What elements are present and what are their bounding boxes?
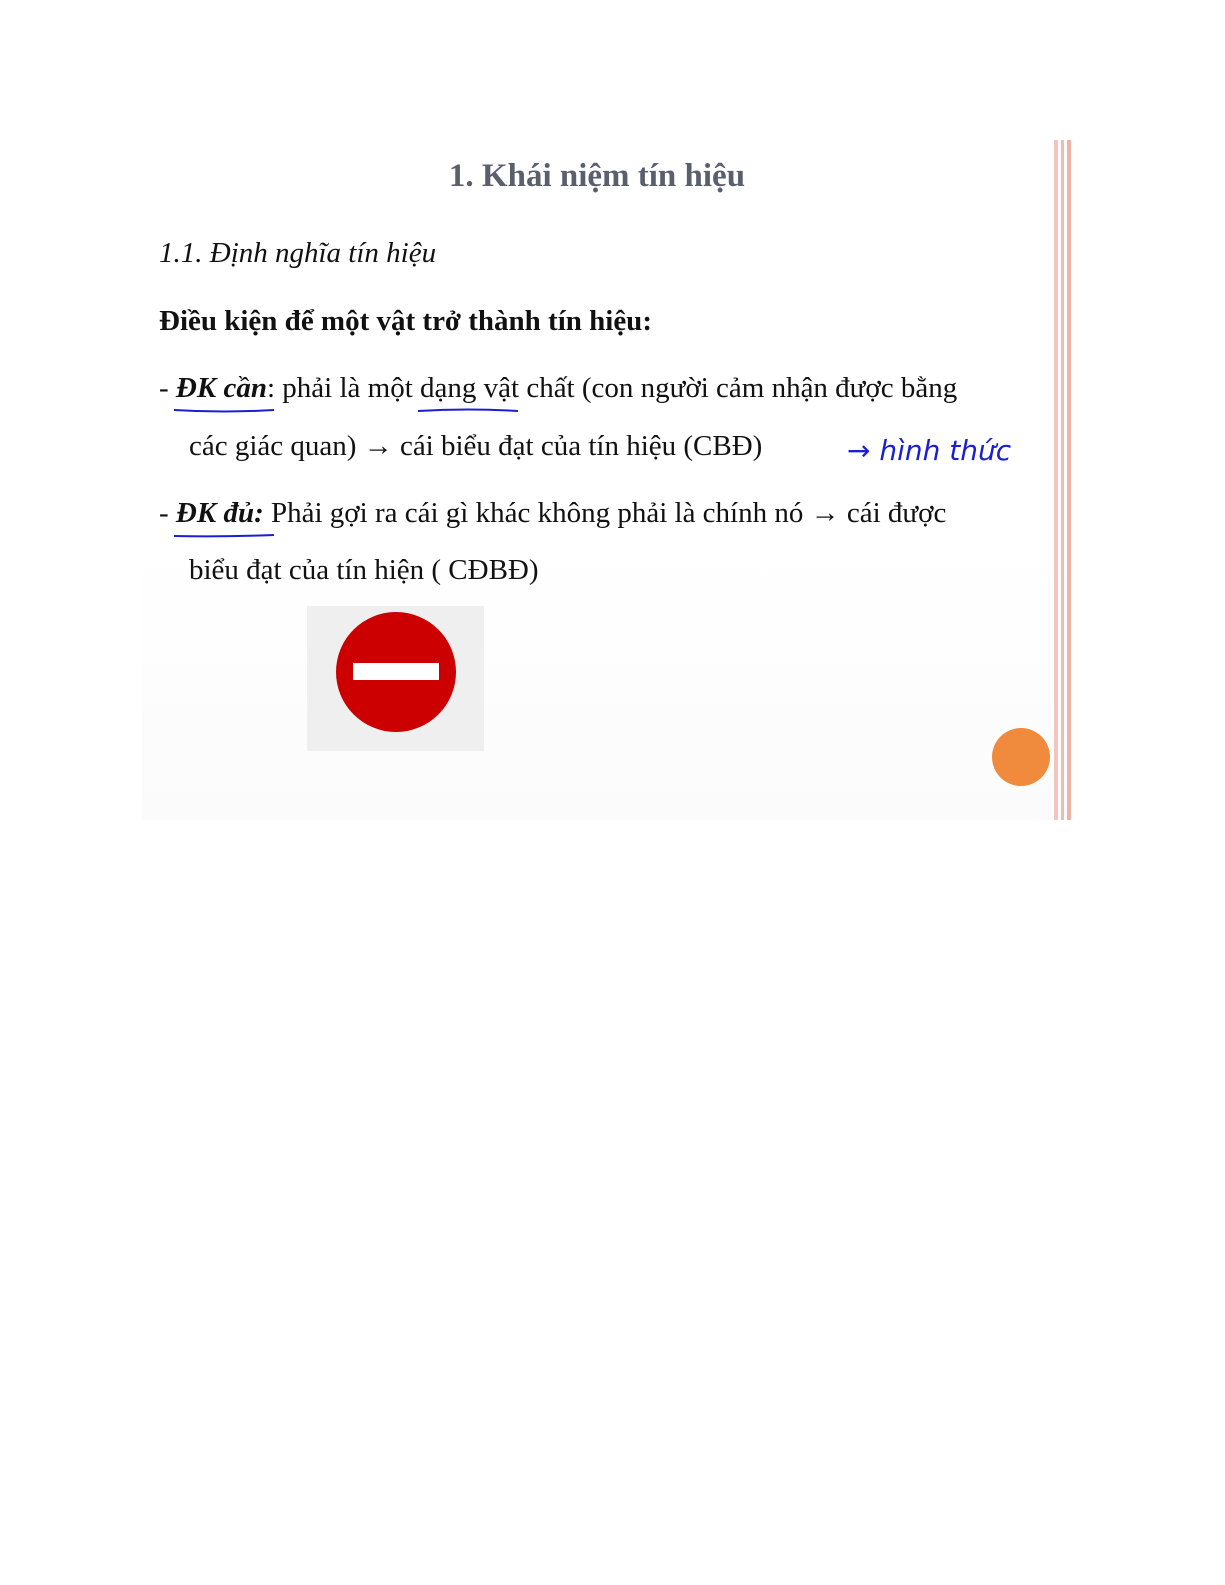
- phrase-text: dạng vật chất: [420, 372, 575, 404]
- term-text: ĐK cần: [175, 372, 267, 404]
- term-text: ĐK đủ:: [175, 497, 264, 529]
- condition-sufficient-line-2: biểu đạt của tín hiện ( CĐBĐ): [189, 554, 539, 586]
- slide-border-stripe: [1054, 140, 1058, 820]
- conditions-heading: Điều kiện để một vật trở thành tín hiệu:: [159, 305, 652, 337]
- underlined-phrase: [420, 372, 575, 405]
- handwritten-underline: [418, 408, 518, 413]
- handwritten-underline: [174, 533, 274, 538]
- colon: :: [266, 372, 283, 404]
- text-after: (con người cảm nhận được bằng: [574, 372, 958, 404]
- no-entry-sign-icon: [307, 606, 484, 751]
- section-subtitle: 1.1. Định nghĩa tín hiệu: [159, 237, 437, 269]
- handwritten-underline: [174, 408, 274, 413]
- slide-title: 1. Khái niệm tín hiệu: [448, 158, 746, 194]
- slide: [142, 140, 1072, 820]
- handwritten-note: [847, 428, 1047, 472]
- slide-border-stripe: [1061, 140, 1064, 820]
- text-before: phải là một: [282, 372, 421, 404]
- condition-necessary-term: [176, 372, 267, 405]
- decorative-orange-dot: [992, 728, 1050, 786]
- condition-necessary-line-2: các giác quan) → cái biểu đạt của tín hiệu (CBĐ): [189, 430, 763, 462]
- condition-sufficient-term: [176, 497, 264, 530]
- condition-sufficient-text: Phải gợi ra cái gì khác không phải là chính nó → cái được: [263, 497, 947, 529]
- bullet-dash: -: [159, 372, 176, 404]
- condition-sufficient-line: [159, 497, 946, 530]
- condition-necessary-line: [159, 372, 957, 405]
- no-entry-sign-image: [307, 606, 484, 751]
- bullet-dash: -: [159, 497, 176, 529]
- slide-border-stripe: [1067, 140, 1071, 820]
- handwritten-note-text: → hình thức: [847, 434, 1012, 467]
